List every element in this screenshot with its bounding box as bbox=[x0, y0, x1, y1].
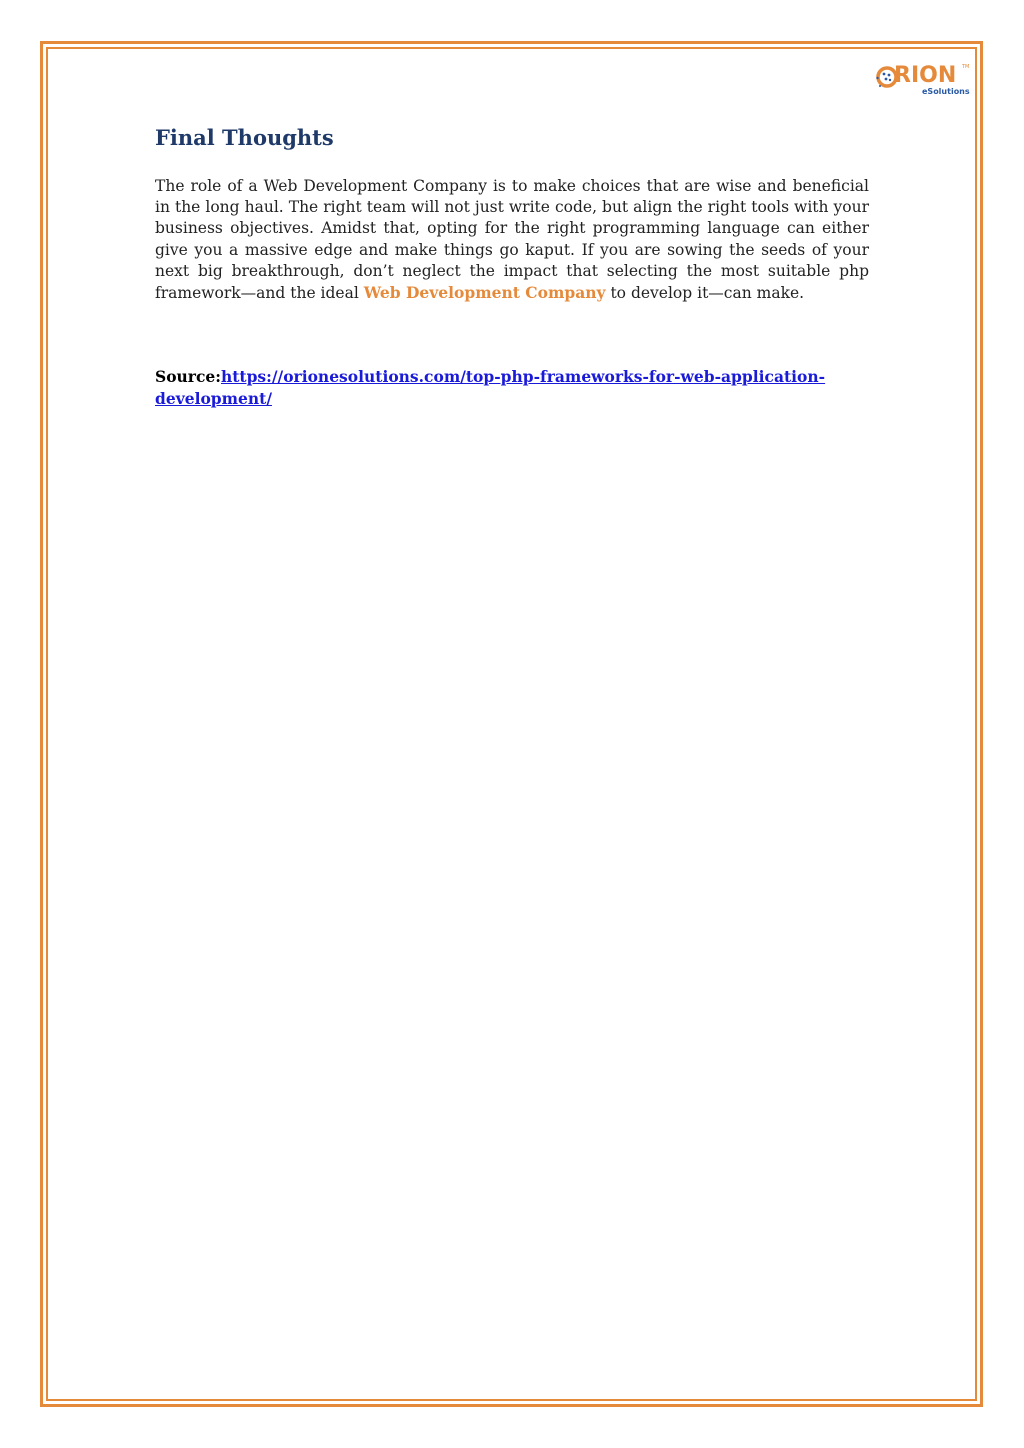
company-logo bbox=[876, 64, 968, 98]
logo-trademark: TM bbox=[962, 64, 970, 70]
document-content bbox=[155, 124, 869, 409]
source-link[interactable]: https://orionesolutions.com/top-php-frameworks-for-web-application-development/ bbox=[155, 367, 826, 408]
body-text-end: to develop it—can make. bbox=[605, 284, 805, 303]
section-title: Final Thoughts bbox=[155, 125, 334, 150]
highlight-link-text[interactable]: Web Development Company bbox=[363, 283, 606, 303]
source-label: Source: bbox=[155, 367, 221, 387]
body-paragraph bbox=[155, 176, 869, 304]
source-line bbox=[155, 366, 869, 409]
body-text-start: The role of a Web Development Company is to make choices that are wise and beneficial in the long haul. The right team will not just write code, but align the right tools with your business objectives. Amidst that, opting for the right programming language can either give you a massive edge and make things go kaput. If you are sowing the seeds of your next big breakthrough, don’t neglect the impact that selecting the most suitable php framework—and the ideal bbox=[155, 177, 869, 303]
logo-tagline: eSolutions bbox=[922, 87, 970, 96]
logo-wordmark: RION bbox=[894, 63, 957, 88]
